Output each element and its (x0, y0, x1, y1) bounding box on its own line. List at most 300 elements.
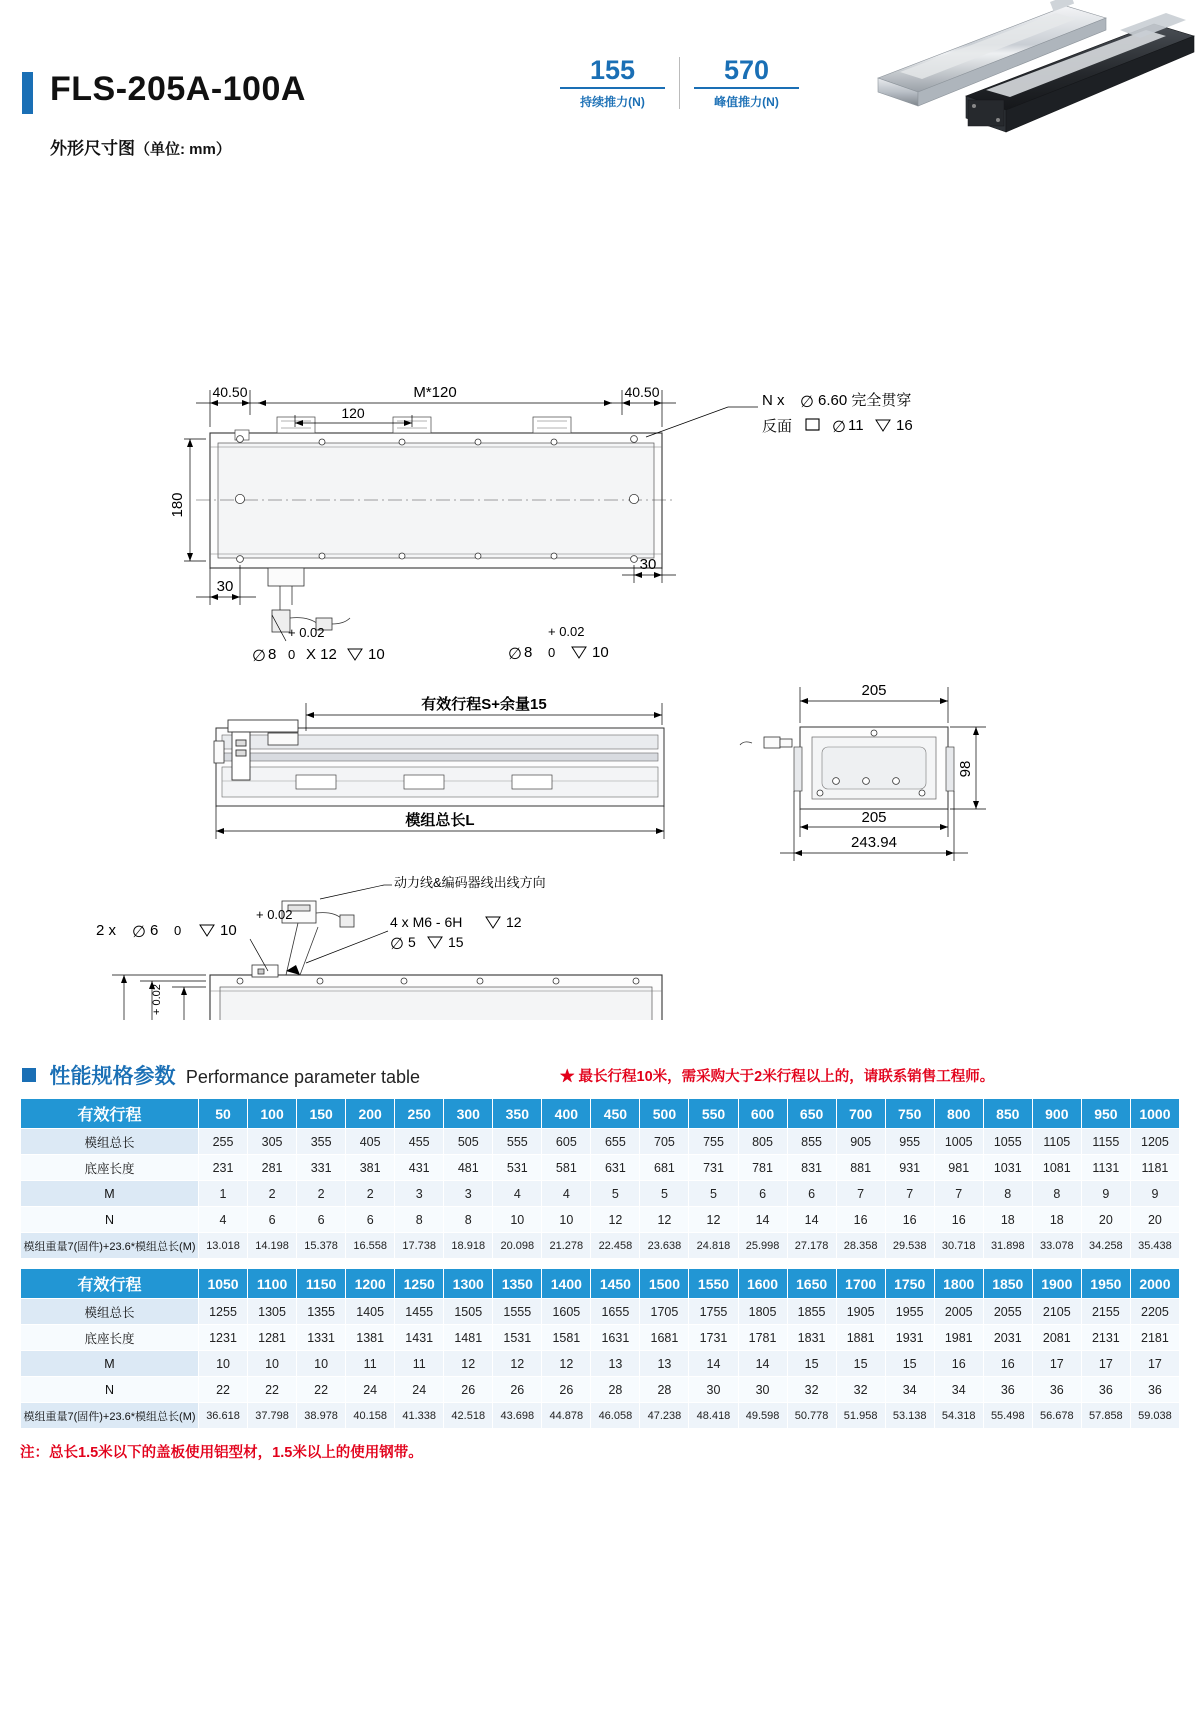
performance-header (0, 1060, 1200, 1098)
cell: 1600 (738, 1269, 787, 1299)
cell: 1450 (591, 1269, 640, 1299)
cell: 1281 (248, 1325, 297, 1351)
dim-end-overall: 243.94 (851, 834, 897, 851)
cell: 5 (689, 1181, 738, 1207)
table-row (21, 1233, 1180, 1259)
cell: 23.638 (640, 1233, 689, 1259)
cell: 15 (885, 1351, 934, 1377)
cell: 750 (885, 1099, 934, 1129)
cell: 1105 (1032, 1129, 1081, 1155)
cell: 1881 (836, 1325, 885, 1351)
cell: 431 (395, 1155, 444, 1181)
pin-right-d: 8 (524, 644, 533, 661)
table-row (21, 1325, 1180, 1351)
cell: 43.698 (493, 1403, 542, 1429)
cell: 49.598 (738, 1403, 787, 1429)
cell: 555 (493, 1129, 542, 1155)
cell: 6 (248, 1207, 297, 1233)
cell: 1955 (885, 1299, 934, 1325)
cell: 14.198 (248, 1233, 297, 1259)
cell: 2081 (1032, 1325, 1081, 1351)
cell: 22 (297, 1377, 346, 1403)
cell: 100 (248, 1099, 297, 1129)
cell: 1481 (444, 1325, 493, 1351)
cell: 1331 (297, 1325, 346, 1351)
diameter-symbol-icon: ∅ (252, 648, 266, 665)
cell: 15.378 (297, 1233, 346, 1259)
cell: 28.358 (836, 1233, 885, 1259)
cell: 37.798 (248, 1403, 297, 1429)
cell: 20 (1130, 1207, 1179, 1233)
cell: 905 (836, 1129, 885, 1155)
cell: 13 (591, 1351, 640, 1377)
cell: 1700 (836, 1269, 885, 1299)
dim-end-height-98: 98 (957, 760, 974, 778)
bottom-view (96, 875, 665, 1020)
cell: 30 (689, 1377, 738, 1403)
cell: 550 (689, 1099, 738, 1129)
cell: 26 (493, 1377, 542, 1403)
badge-divider (679, 57, 680, 109)
spec-badges (560, 55, 799, 110)
cell: 1581 (542, 1325, 591, 1351)
cell: 1705 (640, 1299, 689, 1325)
note-cable-direction: 动力线&编码器线出线方向 (394, 875, 546, 890)
cell: 36 (1032, 1377, 1081, 1403)
cell: 1400 (542, 1269, 591, 1299)
cell: 650 (787, 1099, 836, 1129)
cell: 1350 (493, 1269, 542, 1299)
cell: 8 (395, 1207, 444, 1233)
pin-left-x: X 12 (306, 646, 337, 663)
row-label-n: N (21, 1377, 199, 1403)
cell: 20 (1081, 1207, 1130, 1233)
cell: 14 (689, 1351, 738, 1377)
cell: 481 (444, 1155, 493, 1181)
cell: 1950 (1081, 1269, 1130, 1299)
page-title: FLS-205A-100A (50, 70, 306, 108)
cell: 34.258 (1081, 1233, 1130, 1259)
cell: 29.538 (885, 1233, 934, 1259)
cell: 14 (738, 1351, 787, 1377)
performance-title-cn: 性能规格参数 (49, 1065, 176, 1088)
cell: 22 (199, 1377, 248, 1403)
cell: 1205 (1130, 1129, 1179, 1155)
cell: 15 (836, 1351, 885, 1377)
cell: 1150 (297, 1269, 346, 1299)
cell: 54.318 (934, 1403, 983, 1429)
cell: 1305 (248, 1299, 297, 1325)
tol-plus-left: + 0.02 (288, 625, 325, 640)
dim-total-length: 模组总长L (405, 812, 475, 829)
cell: 231 (199, 1155, 248, 1181)
cell: 1981 (934, 1325, 983, 1351)
table-row (21, 1207, 1180, 1233)
dim-height-180: 180 (169, 492, 186, 518)
spec-table-2 (20, 1268, 1180, 1429)
cell: 1431 (395, 1325, 444, 1351)
pin-tol-zero: 0 (174, 923, 182, 938)
cell: 32 (787, 1377, 836, 1403)
cell: 17.738 (395, 1233, 444, 1259)
pin-note-count: 2 x (96, 922, 117, 939)
cell: 1050 (199, 1269, 248, 1299)
cell: 12 (493, 1351, 542, 1377)
cell: 11 (395, 1351, 444, 1377)
cell: 5 (591, 1181, 640, 1207)
table-row (21, 1181, 1180, 1207)
cell: 20.098 (493, 1233, 542, 1259)
cell: 2105 (1032, 1299, 1081, 1325)
dim-pitch-120: 120 (341, 405, 365, 421)
note-back-cb: 11 (848, 417, 864, 434)
cell: 705 (640, 1129, 689, 1155)
cell: 1905 (836, 1299, 885, 1325)
cell: 381 (346, 1155, 395, 1181)
cell: 36 (1130, 1377, 1179, 1403)
cell: 805 (738, 1129, 787, 1155)
cell: 950 (1081, 1099, 1130, 1129)
end-view (740, 682, 986, 861)
cell: 13.018 (199, 1233, 248, 1259)
cell: 47.238 (640, 1403, 689, 1429)
dim-effective-stroke: 有效行程S+余量15 (421, 696, 547, 713)
diameter-symbol-icon: ∅ (132, 924, 146, 941)
cell: 22.458 (591, 1233, 640, 1259)
thread-pilot-depth: 15 (448, 934, 464, 950)
cell: 200 (346, 1099, 395, 1129)
cell: 800 (934, 1099, 983, 1129)
pin-right-depth: 10 (592, 644, 609, 661)
cell: 700 (836, 1099, 885, 1129)
thread-note: 4 x M6 - 6H (390, 914, 463, 930)
cell: 600 (738, 1099, 787, 1129)
cell: 12 (444, 1351, 493, 1377)
cell: 1650 (787, 1269, 836, 1299)
cell: 57.858 (1081, 1403, 1130, 1429)
cell: 855 (787, 1129, 836, 1155)
cell: 44.878 (542, 1403, 591, 1429)
cell: 7 (836, 1181, 885, 1207)
cell: 5 (640, 1181, 689, 1207)
pin-note-d: 6 (150, 922, 159, 939)
dim-left-4050: 40.50 (212, 384, 248, 400)
cell: 16 (836, 1207, 885, 1233)
cell: 34 (885, 1377, 934, 1403)
cell: 24 (395, 1377, 444, 1403)
cell: 17 (1130, 1351, 1179, 1377)
cell: 46.058 (591, 1403, 640, 1429)
cell: 1250 (395, 1269, 444, 1299)
row-label-m: M (21, 1351, 199, 1377)
row-label-weight: 模组重量7(固件)+23.6*模组总长(M) (21, 1403, 199, 1429)
row-label-base-len: 底座长度 (21, 1155, 199, 1181)
pin-depth: 10 (220, 922, 237, 939)
cell: 881 (836, 1155, 885, 1181)
cell: 8 (1032, 1181, 1081, 1207)
drawing-subtitle-unit: （单位: mm） (135, 141, 231, 158)
cell: 24.818 (689, 1233, 738, 1259)
cell: 850 (983, 1099, 1032, 1129)
badge-caption: 峰值推力(N) (714, 95, 779, 109)
thread-pilot-d: 5 (408, 934, 416, 950)
cell: 13 (640, 1351, 689, 1377)
cell: 16 (934, 1207, 983, 1233)
cell: 50 (199, 1099, 248, 1129)
note-back-depth: 16 (896, 417, 913, 434)
cell: 1550 (689, 1269, 738, 1299)
cell: 26 (444, 1377, 493, 1403)
pin-left-depth: 10 (368, 646, 385, 663)
cell: 2055 (983, 1299, 1032, 1325)
row-label-stroke: 有效行程 (21, 1099, 199, 1129)
cell: 6 (346, 1207, 395, 1233)
cell: 42.518 (444, 1403, 493, 1429)
cell: 51.958 (836, 1403, 885, 1429)
note-hole-1: N x (762, 392, 785, 409)
cell: 1155 (1081, 1129, 1130, 1155)
cell: 21.278 (542, 1233, 591, 1259)
cell: 6 (738, 1181, 787, 1207)
cell: 12 (689, 1207, 738, 1233)
table-row (21, 1299, 1180, 1325)
badge-value: 155 (560, 55, 665, 89)
cell: 931 (885, 1155, 934, 1181)
cell: 1055 (983, 1129, 1032, 1155)
cell: 11 (346, 1351, 395, 1377)
badge-value: 570 (694, 55, 799, 89)
cell: 1731 (689, 1325, 738, 1351)
cell: 581 (542, 1155, 591, 1181)
pin-left-d: 8 (268, 646, 277, 663)
cell: 1531 (493, 1325, 542, 1351)
page-header (0, 0, 1200, 158)
cell: 500 (640, 1099, 689, 1129)
dim-end-width-top: 205 (861, 682, 887, 699)
dim-190-tol-plus: + 0.02 (151, 984, 163, 1015)
cell: 1455 (395, 1299, 444, 1325)
row-label-total-len: 模组总长 (21, 1299, 199, 1325)
cell: 36 (1081, 1377, 1130, 1403)
dim-pitch-total: M*120 (413, 384, 457, 401)
cell: 2005 (934, 1299, 983, 1325)
cell: 405 (346, 1129, 395, 1155)
cell: 32 (836, 1377, 885, 1403)
cell: 55.498 (983, 1403, 1032, 1429)
cell: 755 (689, 1129, 738, 1155)
cell: 1900 (1032, 1269, 1081, 1299)
cell: 1750 (885, 1269, 934, 1299)
cell: 1255 (199, 1299, 248, 1325)
cell: 18 (1032, 1207, 1081, 1233)
cell: 53.138 (885, 1403, 934, 1429)
cell: 331 (297, 1155, 346, 1181)
cell: 1500 (640, 1269, 689, 1299)
cell: 1 (199, 1181, 248, 1207)
cell: 1931 (885, 1325, 934, 1351)
cell: 30.718 (934, 1233, 983, 1259)
diameter-symbol-icon: ∅ (390, 936, 404, 953)
cell: 16 (983, 1351, 1032, 1377)
cell: 1355 (297, 1299, 346, 1325)
cell: 10 (199, 1351, 248, 1377)
cell: 350 (493, 1099, 542, 1129)
cell: 1081 (1032, 1155, 1081, 1181)
drawing-subtitle-main: 外形尺寸图 (50, 139, 135, 158)
cell: 1505 (444, 1299, 493, 1325)
section-marker-icon (22, 1068, 36, 1082)
cell: 41.338 (395, 1403, 444, 1429)
cell: 400 (542, 1099, 591, 1129)
cell: 17 (1081, 1351, 1130, 1377)
badge-continuous-force (560, 55, 665, 110)
cell: 455 (395, 1129, 444, 1155)
cell: 1800 (934, 1269, 983, 1299)
cell: 1100 (248, 1269, 297, 1299)
tol-plus-right: + 0.02 (548, 624, 585, 639)
cell: 16.558 (346, 1233, 395, 1259)
cell: 50.778 (787, 1403, 836, 1429)
cell: 450 (591, 1099, 640, 1129)
row-label-m: M (21, 1181, 199, 1207)
dim-edge-right-30: 30 (639, 556, 657, 573)
cell: 10 (297, 1351, 346, 1377)
cell: 2155 (1081, 1299, 1130, 1325)
table-row (21, 1129, 1180, 1155)
note-back: 反面 (762, 418, 793, 435)
cell: 1131 (1081, 1155, 1130, 1181)
cell: 7 (934, 1181, 983, 1207)
cell: 300 (444, 1099, 493, 1129)
row-label-total-len: 模组总长 (21, 1129, 199, 1155)
cell: 2000 (1130, 1269, 1179, 1299)
row-label-base-len: 底座长度 (21, 1325, 199, 1351)
cell: 831 (787, 1155, 836, 1181)
cell: 34 (934, 1377, 983, 1403)
cell: 281 (248, 1155, 297, 1181)
performance-note: ★ 最长行程10米，需采购大于2米行程以上的，请联系销售工程师。 (560, 1069, 995, 1085)
cell: 1831 (787, 1325, 836, 1351)
spec-table-1 (20, 1098, 1180, 1259)
top-view (169, 384, 913, 665)
cell: 1805 (738, 1299, 787, 1325)
drawing-subtitle (50, 134, 231, 159)
cell: 1381 (346, 1325, 395, 1351)
cell: 9 (1081, 1181, 1130, 1207)
tol-zero-right: 0 (548, 645, 556, 660)
cell: 18 (983, 1207, 1032, 1233)
cell: 18.918 (444, 1233, 493, 1259)
pin-tol-plus: + 0.02 (256, 907, 293, 922)
cell: 33.078 (1032, 1233, 1081, 1259)
cell: 1655 (591, 1299, 640, 1325)
cell: 3 (395, 1181, 444, 1207)
cell: 59.038 (1130, 1403, 1179, 1429)
cell: 150 (297, 1099, 346, 1129)
note-hole-2: 6.60 完全贯穿 (818, 392, 912, 409)
cell: 24 (346, 1377, 395, 1403)
diameter-symbol-icon: ∅ (508, 646, 522, 663)
table-row (21, 1377, 1180, 1403)
cell: 2031 (983, 1325, 1032, 1351)
cell: 1000 (1130, 1099, 1179, 1129)
cell: 28 (591, 1377, 640, 1403)
cell: 4 (493, 1181, 542, 1207)
cell: 1555 (493, 1299, 542, 1325)
cell: 1781 (738, 1325, 787, 1351)
cell: 1855 (787, 1299, 836, 1325)
cell: 36 (983, 1377, 1032, 1403)
cell: 2181 (1130, 1325, 1179, 1351)
cell: 1631 (591, 1325, 640, 1351)
cell: 631 (591, 1155, 640, 1181)
cell: 955 (885, 1129, 934, 1155)
cell: 12 (542, 1351, 591, 1377)
cell: 1681 (640, 1325, 689, 1351)
cell: 8 (444, 1207, 493, 1233)
cell: 605 (542, 1129, 591, 1155)
cell: 355 (297, 1129, 346, 1155)
cell: 56.678 (1032, 1403, 1081, 1429)
cell: 2131 (1081, 1325, 1130, 1351)
cell: 1605 (542, 1299, 591, 1325)
cell: 6 (297, 1207, 346, 1233)
diameter-symbol-icon: ∅ (800, 394, 814, 411)
cell: 255 (199, 1129, 248, 1155)
cell: 2205 (1130, 1299, 1179, 1325)
cell: 12 (591, 1207, 640, 1233)
thread-depth: 12 (506, 914, 522, 930)
cell: 10 (542, 1207, 591, 1233)
table-row-header (21, 1099, 1180, 1129)
cell: 14 (738, 1207, 787, 1233)
cell: 15 (787, 1351, 836, 1377)
badge-peak-force (694, 55, 799, 110)
cell: 12 (640, 1207, 689, 1233)
cell: 4 (199, 1207, 248, 1233)
title-accent-bar (22, 72, 33, 114)
cell: 1405 (346, 1299, 395, 1325)
table-row-header (21, 1269, 1180, 1299)
row-label-n: N (21, 1207, 199, 1233)
dim-edge-left-30: 30 (216, 578, 234, 595)
cell: 28 (640, 1377, 689, 1403)
table-row (21, 1155, 1180, 1181)
cell: 1005 (934, 1129, 983, 1155)
cell: 1200 (346, 1269, 395, 1299)
performance-title-en: Performance parameter table (185, 1067, 421, 1087)
cell: 1850 (983, 1269, 1032, 1299)
cell: 16 (885, 1207, 934, 1233)
cell: 6 (787, 1181, 836, 1207)
cell: 655 (591, 1129, 640, 1155)
cell: 1181 (1130, 1155, 1179, 1181)
cell: 531 (493, 1155, 542, 1181)
cell: 9 (1130, 1181, 1179, 1207)
cell: 3 (444, 1181, 493, 1207)
cell: 505 (444, 1129, 493, 1155)
cell: 10 (493, 1207, 542, 1233)
cell: 4 (542, 1181, 591, 1207)
tol-zero-left: 0 (288, 647, 296, 662)
table-row (21, 1351, 1180, 1377)
performance-section (0, 1060, 1200, 1462)
cell: 1300 (444, 1269, 493, 1299)
cell: 1231 (199, 1325, 248, 1351)
dim-right-4050: 40.50 (624, 384, 660, 400)
cell: 14 (787, 1207, 836, 1233)
cell: 731 (689, 1155, 738, 1181)
